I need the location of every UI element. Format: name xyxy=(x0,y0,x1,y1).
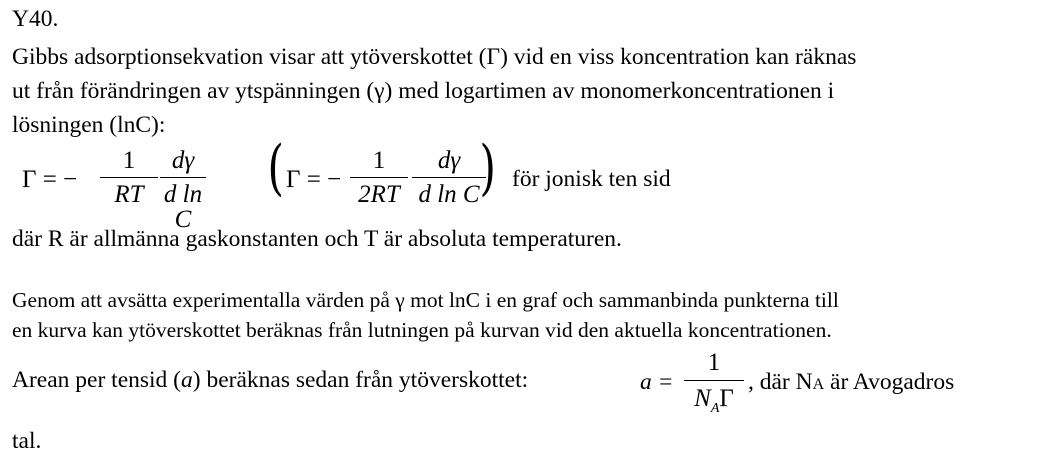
paragraph-2-line-1: Genom att avsätta experimentalla värden på γ mot lnC i en graf och sammanbinda punkterna till xyxy=(12,288,839,312)
eq1-f1-numerator: 1 xyxy=(122,147,136,174)
eq2-f1-numerator: 1 xyxy=(372,147,386,174)
area-numerator: 1 xyxy=(707,349,721,376)
variable-explanation: där R är allmänna gaskonstanten och T är absoluta temperaturen. xyxy=(12,226,622,252)
eq1-fraction-1 xyxy=(100,148,158,207)
eq2-lhs: Γ = − xyxy=(286,166,342,193)
intro-line-3: lösningen (lnC): xyxy=(12,112,166,138)
area-text-prefix: Arean per tensid (a) beräknas sedan från ytöverskottet: xyxy=(12,367,529,393)
area-variable: a xyxy=(181,367,193,393)
eq1-fraction-2 xyxy=(160,148,206,232)
eq1-f2-numerator: dγ xyxy=(171,147,195,174)
eq2-fraction-2 xyxy=(412,148,486,207)
eq1-f2-denominator: d ln C xyxy=(163,181,203,234)
ionic-label: för jonisk ten sid xyxy=(512,166,671,192)
intro-line-1: Gibbs adsorptionsekvation visar att ytöverskottet (Γ) vid en viss koncentration kan räknas xyxy=(12,44,857,70)
closing-word: tal. xyxy=(12,428,42,454)
open-paren: ( xyxy=(267,133,284,203)
area-fraction xyxy=(684,350,744,416)
eq2-fraction-1 xyxy=(350,148,408,207)
close-paren: ) xyxy=(479,133,496,203)
eq1-f1-denominator: RT xyxy=(114,181,144,209)
area-suffix: , där NA är Avogadros xyxy=(748,369,955,395)
eq2-f2-denominator: d ln C xyxy=(418,181,480,209)
eq1-lhs: Γ = − xyxy=(22,166,78,193)
area-denominator: $N_A\Gamma$ xyxy=(694,385,734,417)
paragraph-2-line-2: en kurva kan ytöverskottet beräknas från lutningen på kurvan vid den aktuella koncentrationen. xyxy=(12,318,832,342)
area-lhs: a = xyxy=(640,369,674,395)
eq2-f2-numerator: dγ xyxy=(437,147,461,174)
intro-line-2: ut från förändringen av ytspänningen (γ) med logartimen av monomerkoncentrationen i xyxy=(12,78,835,104)
eq2-f1-denominator: 2RT xyxy=(358,181,400,209)
section-heading: Y40. xyxy=(12,6,59,32)
